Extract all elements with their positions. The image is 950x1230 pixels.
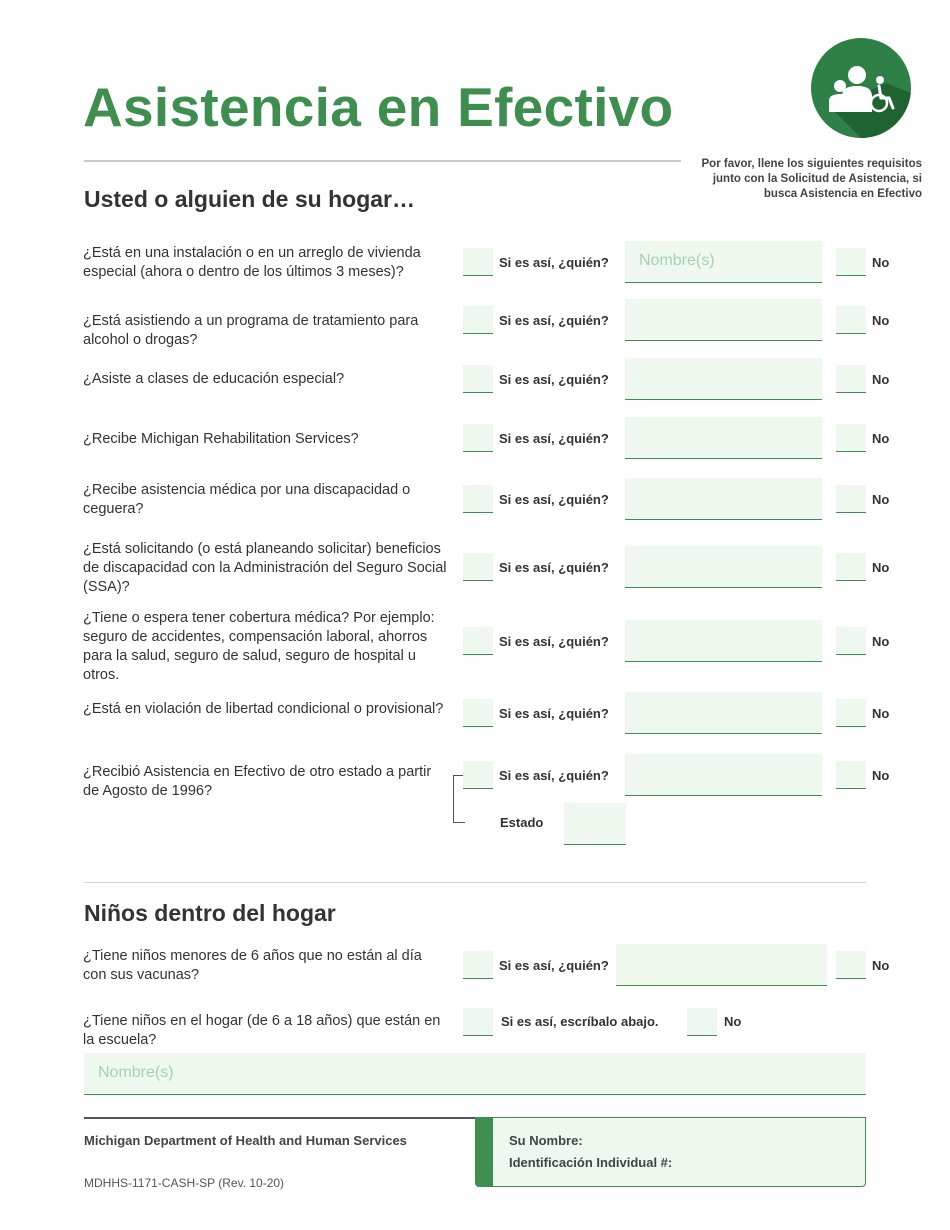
no-checkbox-medical-coverage[interactable] (836, 627, 866, 655)
no-checkbox-disability-medical[interactable] (836, 485, 866, 513)
yes-label: Si es así, ¿quién? (499, 431, 609, 446)
no-checkbox-rehabilitation-services[interactable] (836, 424, 866, 452)
no-checkbox-other-state-cash[interactable] (836, 761, 866, 789)
names-field-disability-medical[interactable] (625, 478, 822, 520)
yes-checkbox-other-state-cash[interactable] (463, 761, 493, 789)
question-vaccinations: ¿Tiene niños menores de 6 años que no están al día con sus vacunas? (83, 948, 422, 983)
question-rehabilitation-services: ¿Recibe Michigan Rehabilitation Services? (83, 431, 359, 447)
yes-label: Si es así, ¿quién? (499, 372, 609, 387)
yes-checkbox-special-education[interactable] (463, 365, 493, 393)
no-label: No (872, 958, 890, 973)
yes-checkbox-ssa-benefits[interactable] (463, 553, 493, 581)
no-checkbox-ssa-benefits[interactable] (836, 553, 866, 581)
yes-checkbox-medical-coverage[interactable] (463, 627, 493, 655)
your-name-label: Su Nombre: (509, 1133, 583, 1148)
section-title-household: Usted o alguien de su hogar… (84, 186, 415, 212)
yes-checkbox-special-housing[interactable] (463, 248, 493, 276)
names-field-other-state-cash[interactable] (625, 754, 822, 796)
instructions-note: Por favor, llene los siguientes requisitos junto con la Solicitud de Asistencia, si busca Asistencia en Efectivo (701, 158, 922, 200)
estado-field[interactable] (564, 803, 626, 845)
question-special-education: ¿Asiste a clases de educación especial? (83, 371, 345, 387)
yes-label: Si es así, ¿quién? (499, 634, 609, 649)
no-label: No (872, 768, 890, 783)
yes-checkbox-parole-violation[interactable] (463, 699, 493, 727)
no-label: No (872, 560, 890, 575)
no-label: No (872, 372, 890, 387)
no-label: No (724, 1014, 742, 1029)
question-ssa-benefits: ¿Está solicitando (o está planeando solicitar) beneficios de discapacidad con la Administración del Seguro Social (SSA)? (83, 541, 447, 595)
question-disability-medical: ¿Recibe asistencia médica por una discapacidad o ceguera? (83, 482, 411, 517)
names-field-parole-violation[interactable] (625, 692, 822, 734)
no-checkbox-special-education[interactable] (836, 365, 866, 393)
no-checkbox-special-housing[interactable] (836, 248, 866, 276)
yes-write-below-label: Si es así, escríbalo abajo. (501, 1014, 659, 1029)
no-label: No (872, 313, 890, 328)
names-field-vaccinations[interactable] (616, 944, 827, 986)
yes-checkbox-school-children[interactable] (463, 1008, 493, 1036)
yes-label: Si es así, ¿quién? (499, 560, 609, 575)
yes-checkbox-treatment-program[interactable] (463, 306, 493, 334)
yes-checkbox-vaccinations[interactable] (463, 951, 493, 979)
question-treatment-program: ¿Está asistiendo a un programa de tratamiento para alcohol o drogas? (83, 313, 419, 348)
section-divider (84, 882, 866, 883)
question-medical-coverage: ¿Tiene o espera tener cobertura médica? Por ejemplo: seguro de accidentes, compensación laboral, ahorros para la salud, seguro de salud, seguro de hospital u otros. (83, 610, 435, 683)
question-school-children: ¿Tiene niños en el hogar (de 6 a 18 años) que están en la escuela? (83, 1013, 441, 1048)
names-field-treatment-program[interactable] (625, 299, 822, 341)
yes-label: Si es así, ¿quién? (499, 492, 609, 507)
yes-checkbox-disability-medical[interactable] (463, 485, 493, 513)
id-box (475, 1117, 866, 1187)
yes-label: Si es así, ¿quién? (499, 768, 609, 783)
yes-label: Si es así, ¿quién? (499, 255, 609, 270)
no-label: No (872, 634, 890, 649)
title-divider (84, 160, 681, 162)
yes-label: Si es así, ¿quién? (499, 706, 609, 721)
page-title: Asistencia en Efectivo (83, 76, 674, 138)
yes-label: Si es así, ¿quién? (499, 313, 609, 328)
no-checkbox-school-children[interactable] (687, 1008, 717, 1036)
names-field-school-children[interactable]: Nombre(s) (84, 1053, 866, 1095)
names-field-special-housing[interactable]: Nombre(s) (625, 241, 822, 283)
department-name: Michigan Department of Health and Human Services (84, 1133, 407, 1148)
question-other-state-cash: ¿Recibió Asistencia en Efectivo de otro estado a partir de Agosto de 1996? (83, 764, 432, 799)
question-special-housing: ¿Está en una instalación o en un arreglo de vivienda especial (ahora o dentro de los últimos 3 meses)? (83, 245, 421, 280)
no-label: No (872, 255, 890, 270)
section-title-children: Niños dentro del hogar (84, 900, 336, 926)
no-checkbox-parole-violation[interactable] (836, 699, 866, 727)
question-parole-violation: ¿Está en violación de libertad condicional o provisional? (83, 701, 444, 717)
no-checkbox-vaccinations[interactable] (836, 951, 866, 979)
names-field-rehabilitation-services[interactable] (625, 417, 822, 459)
yes-label: Si es así, ¿quién? (499, 958, 609, 973)
yes-checkbox-rehabilitation-services[interactable] (463, 424, 493, 452)
family-disability-icon (811, 38, 911, 138)
no-label: No (872, 431, 890, 446)
names-field-ssa-benefits[interactable] (625, 546, 822, 588)
individual-id-label: Identificación Individual #: (509, 1155, 673, 1170)
no-checkbox-treatment-program[interactable] (836, 306, 866, 334)
no-label: No (872, 492, 890, 507)
estado-label: Estado (500, 815, 544, 830)
names-field-medical-coverage[interactable] (625, 620, 822, 662)
names-field-special-education[interactable] (625, 358, 822, 400)
form-id: MDHHS-1171-CASH-SP (Rev. 10-20) (84, 1176, 285, 1190)
no-label: No (872, 706, 890, 721)
